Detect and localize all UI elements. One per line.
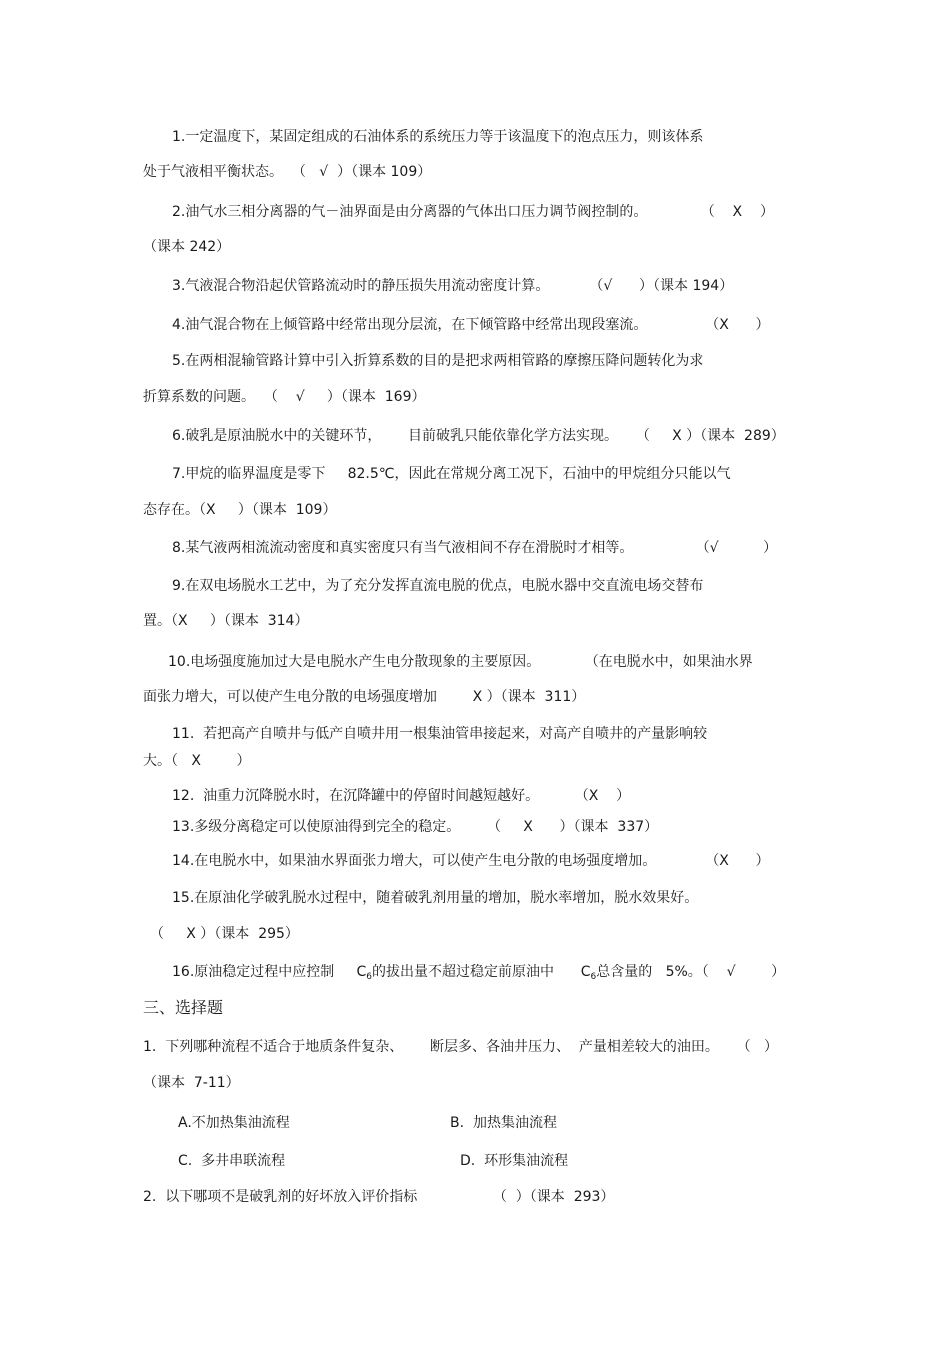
tf-q4-line1: 4.油气混合物在上倾管路中经常出现分层流，在下倾管路中经常出现段塞流。 （X ）: [172, 317, 770, 333]
mc-q1-option-d: D. 环形集油流程: [460, 1153, 569, 1169]
tf-q16-part-b: 的拔出量不超过稳定前原油中: [372, 964, 581, 980]
tf-q8-line1: 8.某气液两相流流动密度和真实密度只有当气液相间不存在滑脱时才相等。 （√ ）: [172, 540, 778, 556]
tf-q2-line1: 2.油气水三相分离器的气－油界面是由分离器的气体出口压力调节阀控制的。 （ X ）: [172, 204, 774, 220]
c6-symbol-2: C: [580, 964, 591, 980]
tf-q15-line1: 15.在原油化学破乳脱水过程中，随着破乳剂用量的增加，脱水率增加，脱水效果好。: [172, 890, 699, 906]
tf-q9-line2: 置。（X ）（课本 314）: [143, 613, 309, 629]
c6-symbol-1: C: [356, 964, 367, 980]
tf-q6-line1: 6.破乳是原油脱水中的关键环节， 目前破乳只能依靠化学方法实现。 （ X ）（课本 289）: [172, 428, 785, 444]
mc-q1-line1: 1. 下列哪种流程不适合于地质条件复杂、 断层多、各油井压力、 产量相差较大的油田。 （ ）: [143, 1039, 779, 1055]
tf-q10-line2: 面张力增大，可以使产生电分散的电场强度增加 X ）（课本 311）: [143, 689, 586, 705]
section-heading-choice: 三、选择题: [143, 998, 224, 1017]
tf-q5-line1: 5.在两相混输管路计算中引入折算系数的目的是把求两相管路的摩擦压降问题转化为求: [172, 353, 704, 369]
tf-q1-line2: 处于气液相平衡状态。 （ √ ）（课本 109）: [143, 164, 432, 180]
tf-q16-line1: [172, 963, 785, 986]
tf-q10-line1: 10.电场强度施加过大是电脱水产生电分散现象的主要原因。 （在电脱水中，如果油水界: [168, 654, 753, 670]
tf-q1-line1: 1.一定温度下，某固定组成的石油体系的系统压力等于该温度下的泡点压力，则该体系: [172, 129, 704, 145]
tf-q14-line1: 14.在电脱水中，如果油水界面张力增大，可以使产生电分散的电场强度增加。 （X ）: [172, 853, 770, 869]
tf-q2-line2: （课本 242）: [143, 239, 231, 255]
tf-q16-part-a: 16.原油稳定过程中应控制: [172, 964, 357, 980]
mc-q1-line2: （课本 7-11）: [143, 1075, 240, 1091]
tf-q7-line2: 态存在。（X ）（课本 109）: [143, 502, 337, 518]
tf-q7-line1: 7.甲烷的临界温度是零下 82.5℃，因此在常规分离工况下，石油中的甲烷组分只能以气: [172, 466, 731, 482]
mc-q2-line1: 2. 以下哪项不是破乳剂的好坏放入评价指标 （ ）（课本 293）: [143, 1189, 615, 1205]
tf-q5-line2: 折算系数的问题。 （ √ ）（课本 169）: [143, 389, 426, 405]
tf-q13-line1: 13.多级分离稳定可以使原油得到完全的稳定。 （ X ）（课本 337）: [172, 819, 659, 835]
mc-q1-option-a: A.不加热集油流程: [178, 1115, 290, 1131]
tf-q16-part-d: 总含量的 5%。（ √ ）: [596, 964, 786, 980]
tf-q11-line1: 11. 若把高产自喷井与低产自喷井用一根集油管串接起来，对高产自喷井的产量影响较: [172, 726, 708, 742]
mc-q1-option-c: C. 多井串联流程: [178, 1153, 286, 1169]
tf-q12-line1: 12. 油重力沉降脱水时，在沉降罐中的停留时间越短越好。 （X ）: [172, 788, 631, 804]
tf-q11-line2: 大。（ X ）: [143, 753, 251, 769]
tf-q15-line2: （ X ）（课本 295）: [150, 926, 299, 942]
tf-q3-line1: 3.气液混合物沿起伏管路流动时的静压损失用流动密度计算。 （√ ）（课本 194）: [172, 278, 734, 294]
tf-q9-line1: 9.在双电场脱水工艺中，为了充分发挥直流电脱的优点，电脱水器中交直流电场交替布: [172, 578, 704, 594]
mc-q1-option-b: B. 加热集油流程: [450, 1115, 557, 1131]
c6-subscript-2: 6: [590, 972, 597, 982]
c6-subscript-1: 6: [366, 972, 373, 982]
